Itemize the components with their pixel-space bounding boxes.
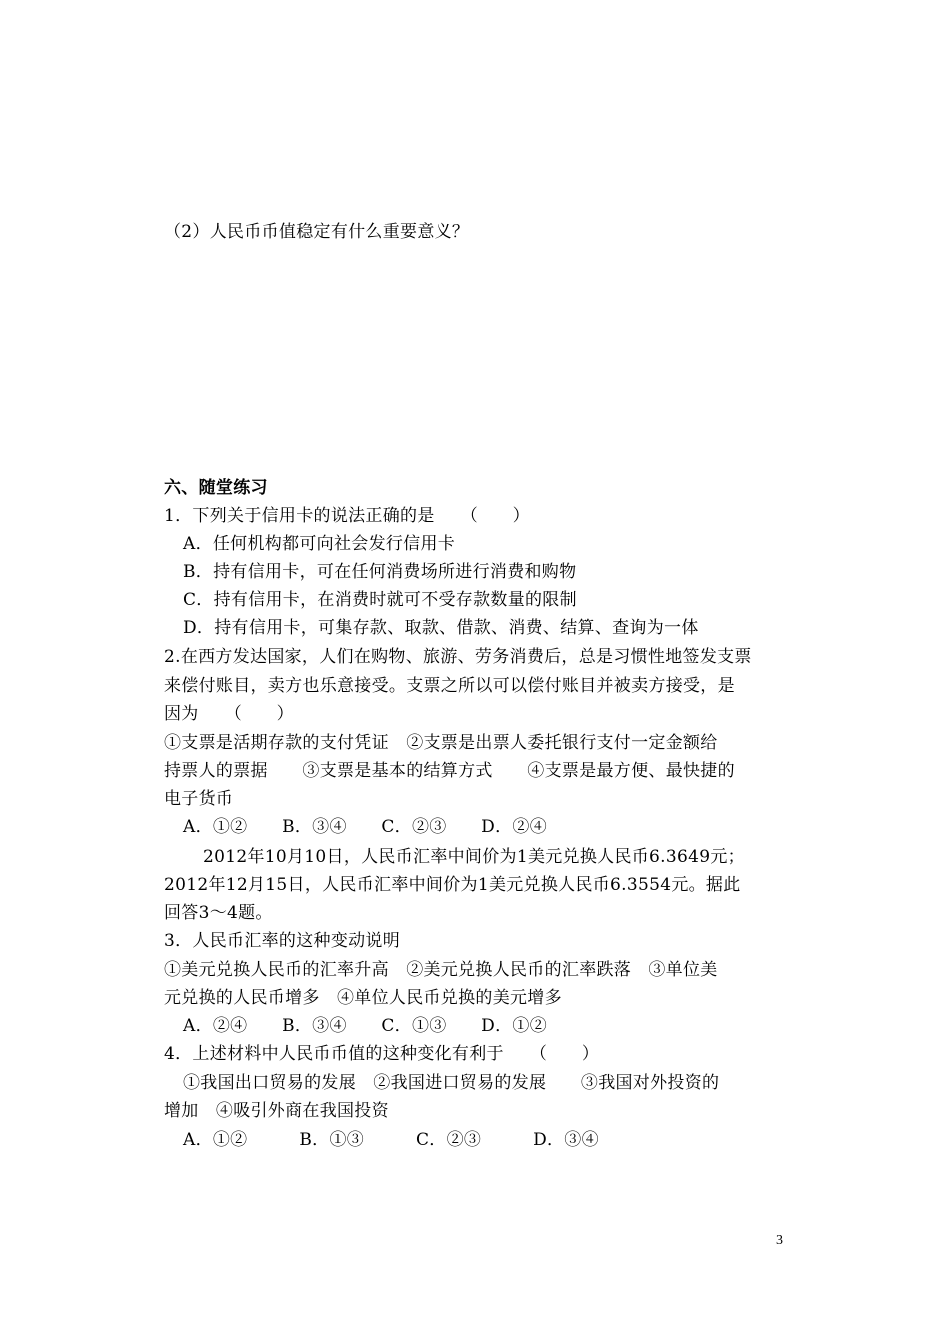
q4-answers: A．①② B．①③ C．②③ D．③④ xyxy=(183,1130,599,1150)
q1-option-a: A．任何机构都可向社会发行信用卡 xyxy=(183,534,456,554)
q3-line: 3．人民币汇率的这种变动说明 xyxy=(164,931,401,951)
section-title: 六、随堂练习 xyxy=(164,478,268,498)
q2-line: 持票人的票据 ③支票是基本的结算方式 ④支票是最方便、最快捷的 xyxy=(164,761,735,781)
q3-line: 元兑换的人民币增多 ④单位人民币兑换的美元增多 xyxy=(164,988,562,1008)
q3-answers: A．②④ B．③④ C．①③ D．①② xyxy=(183,1016,548,1036)
q1-option-c: C．持有信用卡，在消费时就可不受存款数量的限制 xyxy=(183,590,577,610)
q2-line: 来偿付账目，卖方也乐意接受。支票之所以可以偿付账目并被卖方接受，是 xyxy=(164,676,735,696)
q4-line: ①我国出口贸易的发展 ②我国进口贸易的发展 ③我国对外投资的 xyxy=(183,1073,720,1093)
q2-line: 2.在西方发达国家，人们在购物、旅游、劳务消费后，总是习惯性地签发支票 xyxy=(164,647,752,667)
subquestion-text: （2）人民币币值稳定有什么重要意义？ xyxy=(164,222,470,242)
page-number: 3 xyxy=(776,1233,783,1248)
q4-line: 增加 ④吸引外商在我国投资 xyxy=(164,1101,389,1121)
q1-option-b: B．持有信用卡，可在任何消费场所进行消费和购物 xyxy=(183,562,577,582)
q2-line: 电子货币 xyxy=(164,789,234,809)
q3-line: ①美元兑换人民币的汇率升高 ②美元兑换人民币的汇率跌落 ③单位美 xyxy=(164,960,718,980)
q1-stem: 1．下列关于信用卡的说法正确的是 （ ） xyxy=(164,506,530,526)
q2-answers: A．①② B．③④ C．②③ D．②④ xyxy=(183,817,548,837)
q2-line: 因为 （ ） xyxy=(164,704,294,724)
material-line: 回答3～4题。 xyxy=(164,903,273,923)
q2-line: ①支票是活期存款的支付凭证 ②支票是出票人委托银行支付一定金额给 xyxy=(164,733,718,753)
q4-line: 4．上述材料中人民币币值的这种变化有利于 （ ） xyxy=(164,1044,600,1064)
q1-option-d: D．持有信用卡，可集存款、取款、借款、消费、结算、查询为一体 xyxy=(183,618,699,638)
material-line: 2012年10月10日，人民币汇率中间价为1美元兑换人民币6.3649元； xyxy=(203,847,745,867)
material-line: 2012年12月15日，人民币汇率中间价为1美元兑换人民币6.3554元。据此 xyxy=(164,875,741,895)
